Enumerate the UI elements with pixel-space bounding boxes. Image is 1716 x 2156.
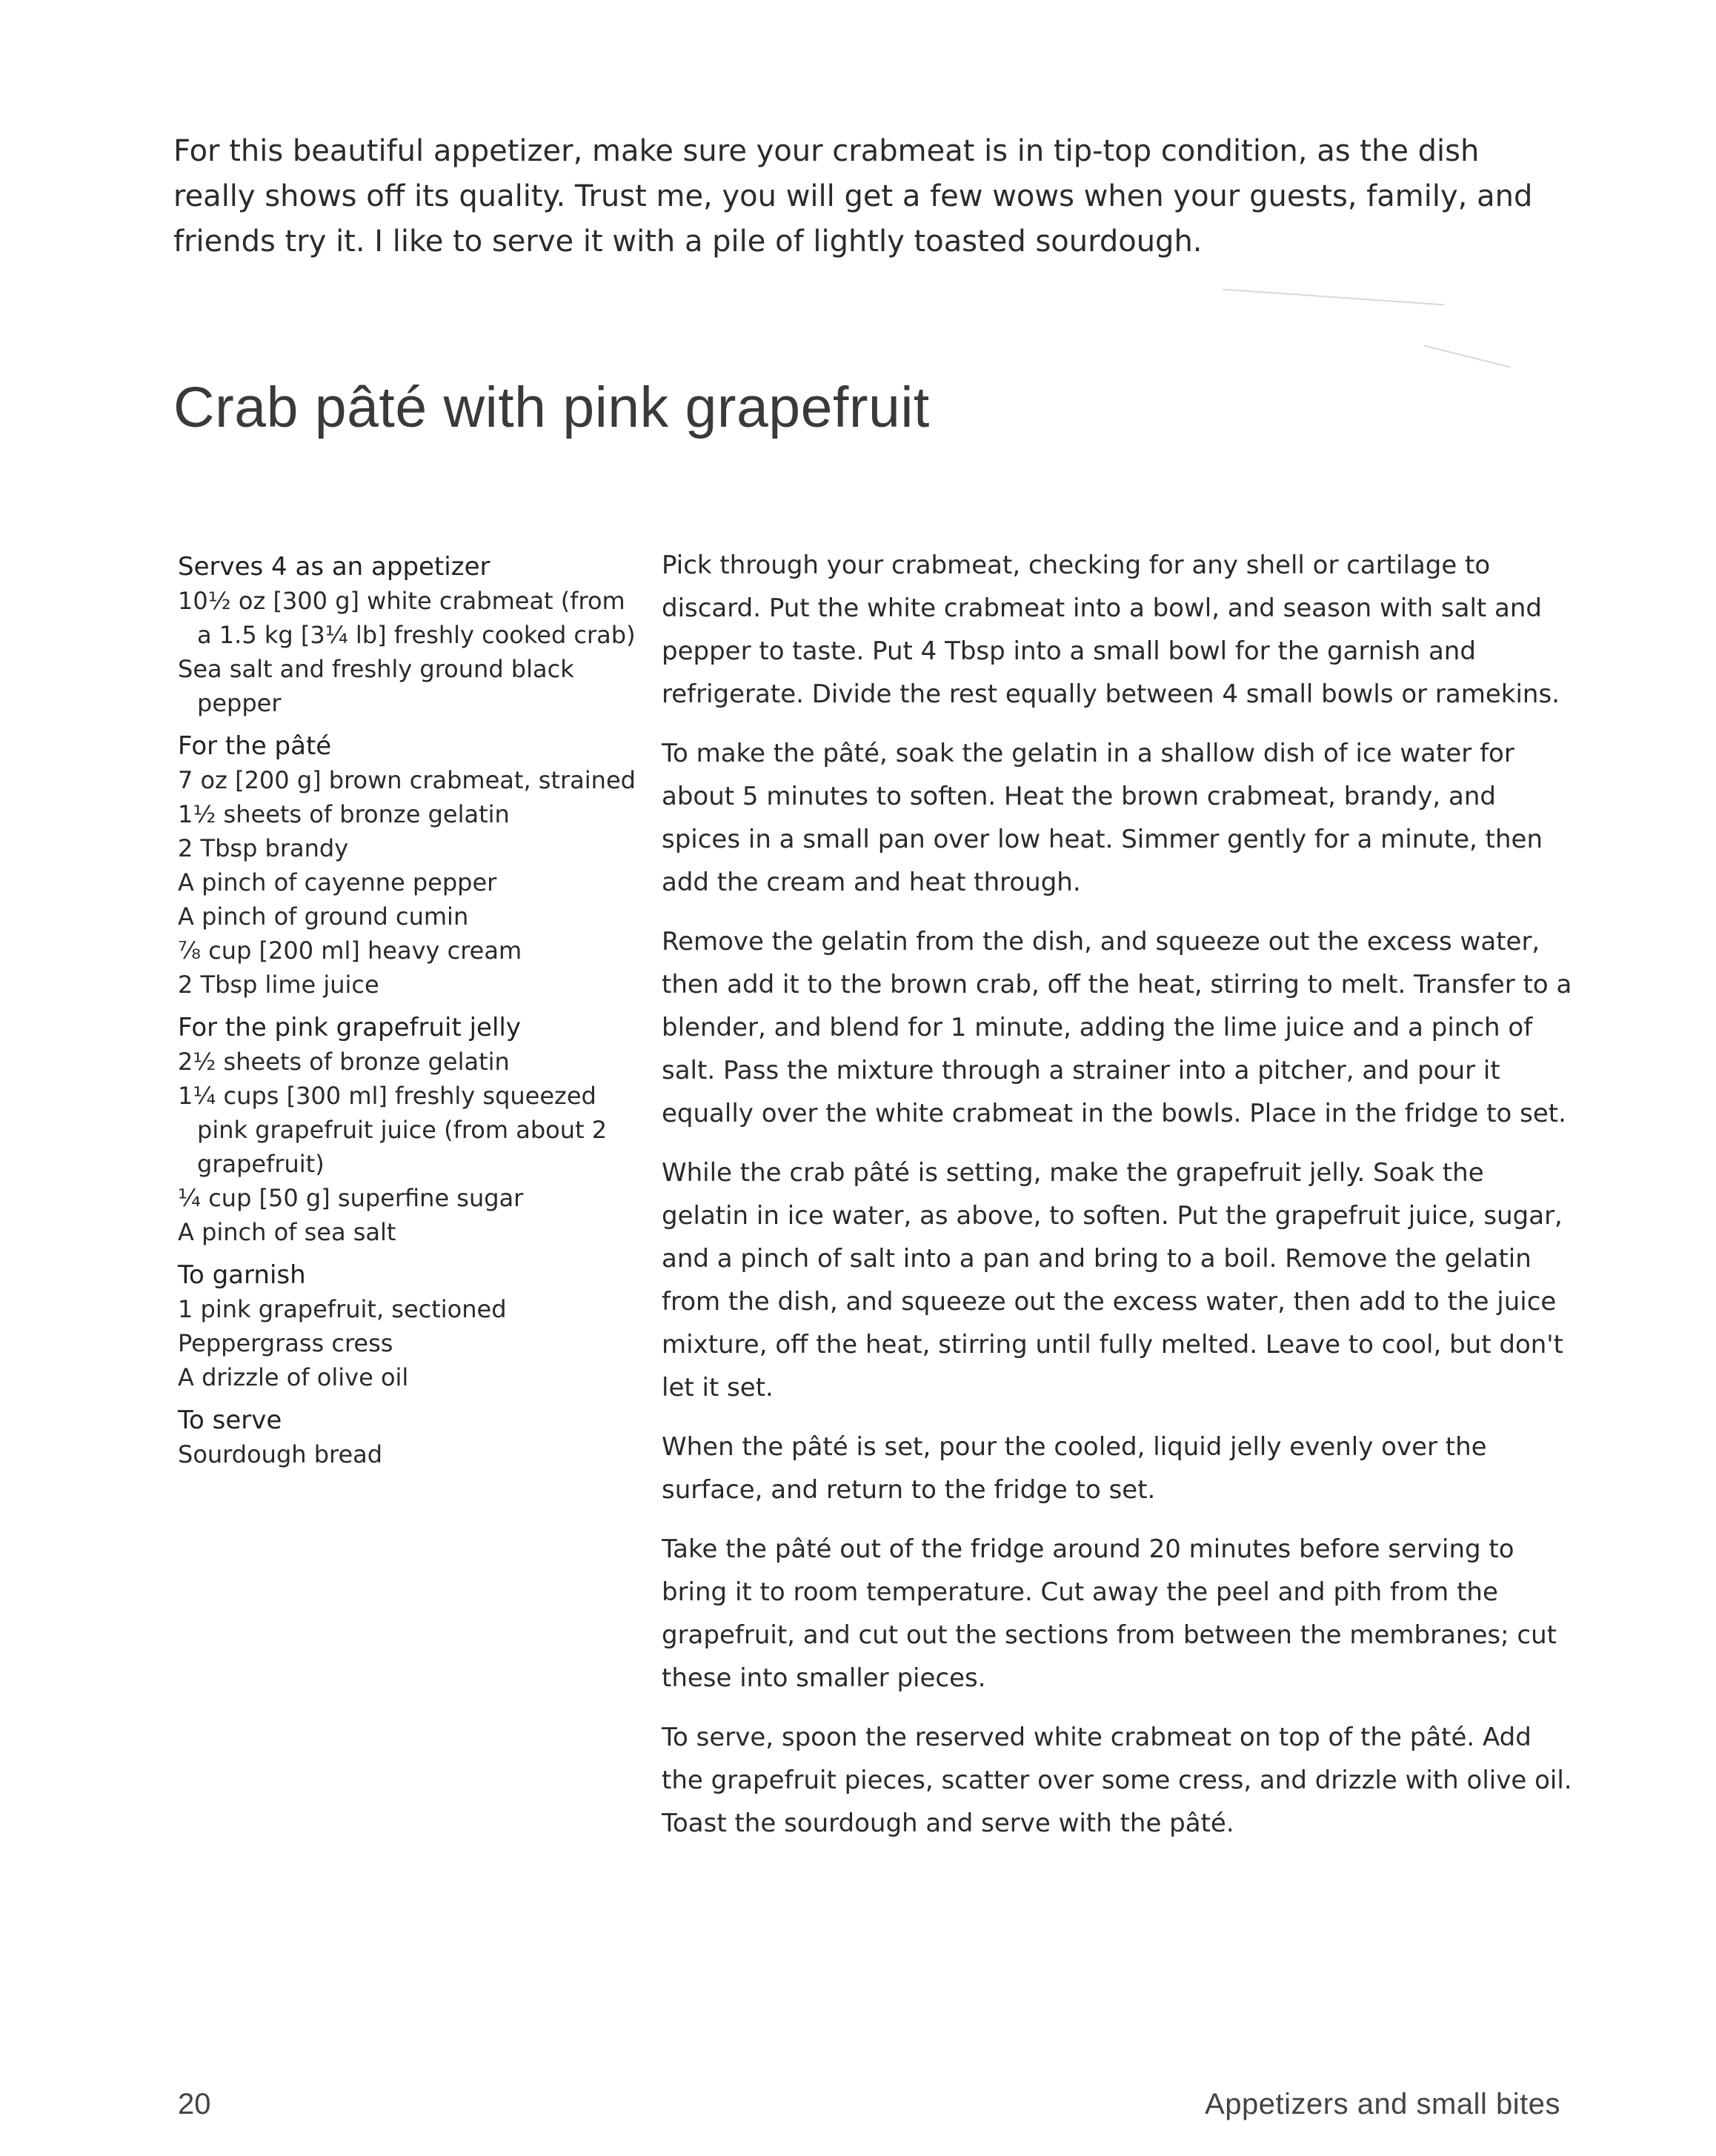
ingredients-list <box>178 550 637 1480</box>
ingredient-item: Peppergrass cress <box>178 1329 393 1357</box>
section-name: Appetizers and small bites <box>1205 2088 1560 2120</box>
ingredient-item: 1 pink grapefruit, sectioned <box>178 1295 507 1323</box>
method-step: While the crab pâté is setting, make the grapefruit jelly. Soak the gelatin in ice water, as above, to soften. Put the grapefruit juice, sugar, and a pinch of salt into a pan and bring to a boil. Remove the gelatin from the dish, and squeeze out the excess water, then add to the juice mixture, off the heat, stirring until fully melted. Leave to cool, but don't let it set. <box>662 1158 1563 1403</box>
garnish-heading: To garnish <box>178 1260 306 1290</box>
ingredient-item: A drizzle of olive oil <box>178 1363 409 1391</box>
pate-heading: For the pâté <box>178 731 332 761</box>
ingredient-item: 1½ sheets of bronze gelatin <box>178 800 510 828</box>
method-step: Remove the gelatin from the dish, and squeeze out the excess water, then add it to the brown crab, off the heat, stirring to melt. Transfer to a blender, and blend for 1 minute, adding the lime juice and a pinch of salt. Pass the mixture through a strainer into a pitcher, and pour it equally over the white crabmeat in the bowls. Place in the fridge to set. <box>662 927 1572 1128</box>
method-step: Pick through your crabmeat, checking for any shell or cartilage to discard. Put the white crabmeat into a bowl, and season with salt and pepper to taste. Put 4 Tbsp into a small bowl for the garnish and refrigerate. Divide the rest equally between 4 small bowls or ramekins. <box>662 550 1560 709</box>
recipe-title: Crab pâté with pink grapefruit <box>173 376 930 439</box>
ingredient-item: A pinch of cayenne pepper <box>178 868 497 896</box>
ingredient-item: ¼ cup [50 g] superfine sugar <box>178 1184 524 1212</box>
method-steps <box>662 544 1573 1861</box>
ingredient-item: 2½ sheets of bronze gelatin <box>178 1048 510 1076</box>
ingredients-main-group <box>178 550 637 720</box>
ingredients-jelly-group <box>178 1011 637 1249</box>
ingredients-garnish-group <box>178 1258 637 1394</box>
ingredient-item: 7 oz [200 g] brown crabmeat, strained <box>178 766 636 794</box>
serve-heading: To serve <box>178 1405 282 1435</box>
ingredient-item: 2 Tbsp brandy <box>178 834 349 862</box>
ingredient-item: 1¼ cups [300 ml] freshly squeezed pink grapefruit juice (from about 2 grapefruit) <box>178 1082 608 1178</box>
ingredient-item: Sea salt and freshly ground black pepper <box>178 655 574 717</box>
intro-paragraph: For this beautiful appetizer, make sure your crabmeat is in tip-top condition, as the dish really shows off its quality. Trust me, you will get a few wows when your guests, family, and friends try it. I like to serve it with a pile of lightly toasted sourdough. <box>173 134 1533 259</box>
method-step: To make the pâté, soak the gelatin in a shallow dish of ice water for about 5 minutes to soften. Heat the brown crabmeat, brandy, and spices in a small pan over low heat. Simmer gently for a minute, then add the cream and heat through. <box>662 739 1543 897</box>
method-step: Take the pâté out of the fridge around 20 minutes before serving to bring it to room temperature. Cut away the peel and pith from the grapefruit, and cut out the sections from between the membranes; cut these into smaller pieces. <box>662 1534 1557 1693</box>
ingredient-item: Sourdough bread <box>178 1440 383 1468</box>
ingredient-item: A pinch of sea salt <box>178 1218 396 1246</box>
ingredient-item: ⅞ cup [200 ml] heavy cream <box>178 936 522 965</box>
ingredients-pate-group <box>178 729 637 1002</box>
jelly-heading: For the pink grapefruit jelly <box>178 1013 521 1042</box>
ingredients-serve-group <box>178 1403 637 1471</box>
scan-artifact-line <box>1223 289 1444 306</box>
method-step: To serve, spoon the reserved white crabmeat on top of the pâté. Add the grapefruit pieces, scatter over some cress, and drizzle with olive oil. Toast the sourdough and serve with the pâté. <box>662 1723 1572 1838</box>
ingredient-item: A pinch of ground cumin <box>178 902 469 931</box>
ingredient-item: 10½ oz [300 g] white crabmeat (from a 1.5 kg [3¼ lb] freshly cooked crab) <box>178 587 636 649</box>
scan-artifact-line <box>1424 345 1511 368</box>
method-step: When the pâté is set, pour the cooled, liquid jelly evenly over the surface, and return to the fridge to set. <box>662 1432 1487 1505</box>
ingredient-item: 2 Tbsp lime juice <box>178 971 379 999</box>
page-number: 20 <box>178 2088 211 2120</box>
serves-heading: Serves 4 as an appetizer <box>178 552 490 582</box>
